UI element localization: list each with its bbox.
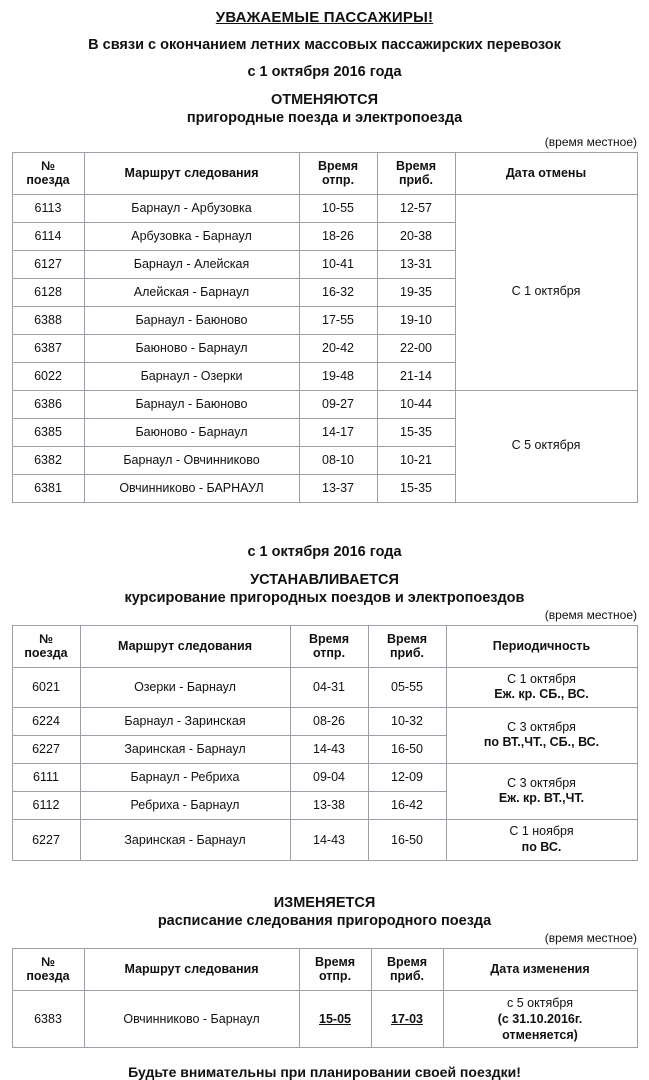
periodicity-line2: по ВТ.,ЧТ., СБ., ВС. (483, 735, 600, 750)
col-header-line1: Время (387, 954, 427, 969)
col-header-line1: Время (309, 631, 349, 646)
cell-train-number: 6386 (12, 390, 84, 418)
table-row (12, 667, 637, 707)
header-date: с 1 октября 2016 года (247, 64, 402, 80)
cell-arrival: 10-21 (377, 446, 455, 474)
table-row (12, 390, 637, 418)
col-header-route: Маршрут следования (84, 153, 299, 195)
col-header-line1: № (41, 159, 55, 173)
cell-departure: 04-31 (290, 667, 368, 707)
changed-trains-table (12, 948, 638, 1049)
cell-train-number: 6113 (12, 194, 84, 222)
periodicity-line1: С 1 октября (507, 671, 576, 686)
table-row (12, 194, 637, 222)
change-local-time-note: (время местное) (544, 930, 637, 945)
cell-departure: 08-26 (290, 707, 368, 735)
cell-arrival: 15-35 (377, 418, 455, 446)
col-header-line1: Время (387, 631, 427, 646)
change-note-line2: (с 31.10.2016г. (497, 1011, 583, 1026)
cell-departure: 19-48 (299, 362, 377, 390)
col-header-line2: приб. (389, 969, 425, 984)
cell-route: Барнаул - Баюново (84, 390, 299, 418)
cell-periodicity-group-1 (446, 667, 637, 707)
cell-departure: 14-17 (299, 418, 377, 446)
cell-arrival: 10-44 (377, 390, 455, 418)
periodicity-line1: С 1 ноября (509, 824, 574, 839)
table-header-row (12, 625, 637, 667)
cell-arrival: 12-57 (377, 194, 455, 222)
notice-page (0, 9, 649, 1080)
cell-departure: 16-32 (299, 278, 377, 306)
cell-departure: 13-37 (299, 474, 377, 502)
col-header-train-number (12, 625, 80, 667)
add-action-title: УСТАНАВЛИВАЕТСЯ (250, 571, 399, 588)
cancel-action-title: ОТМЕНЯЮТСЯ (270, 92, 379, 108)
cell-train-number: 6112 (12, 791, 80, 819)
col-header-cancel-date: Дата отмены (455, 153, 637, 195)
cell-route: Овчинниково - Барнаул (84, 990, 299, 1048)
col-header-line1: Время (396, 159, 436, 173)
header-subtitle: В связи с окончанием летних массовых пассажирских перевозок (88, 37, 561, 53)
cell-departure: 10-41 (299, 250, 377, 278)
added-trains-table (12, 625, 638, 861)
cell-train-number: 6111 (12, 763, 80, 791)
cell-route: Баюново - Барнаул (84, 418, 299, 446)
cell-train-number: 6114 (12, 222, 84, 250)
cancelled-trains-table (12, 152, 638, 503)
col-header-line2: приб. (398, 173, 434, 188)
change-action-subtitle: расписание следования пригородного поезда (157, 912, 492, 929)
table-header-row (12, 948, 637, 990)
cell-route: Озерки - Барнаул (80, 667, 290, 707)
col-header-train-number (12, 153, 84, 195)
periodicity-line1: С 3 октября (507, 719, 576, 734)
cell-departure: 15-05 (299, 990, 371, 1048)
add-local-time-note: (время местное) (544, 607, 637, 622)
col-header-line1: Время (318, 159, 358, 173)
col-header-train-number (12, 948, 84, 990)
change-note-line3: отменяется) (502, 1028, 578, 1042)
periodicity-line2: Еж. кр. ВТ.,ЧТ. (498, 791, 585, 806)
col-header-periodicity: Периодичность (446, 625, 637, 667)
cell-departure: 20-42 (299, 334, 377, 362)
cell-departure: 17-55 (299, 306, 377, 334)
cell-arrival: 15-35 (377, 474, 455, 502)
cell-route: Ребриха - Барнаул (80, 791, 290, 819)
cell-arrival: 16-50 (368, 735, 446, 763)
cell-train-number: 6382 (12, 446, 84, 474)
cell-route: Заринская - Барнаул (80, 735, 290, 763)
cell-route: Барнаул - Алейская (84, 250, 299, 278)
table-row (12, 990, 637, 1048)
cell-periodicity-group-2 (446, 707, 637, 763)
table-row (12, 707, 637, 735)
cell-departure: 13-38 (290, 791, 368, 819)
col-header-departure (299, 153, 377, 195)
cell-arrival: 16-42 (368, 791, 446, 819)
table-header-row (12, 153, 637, 195)
periodicity-line1: С 3 октября (507, 775, 576, 790)
cell-route: Барнаул - Озерки (84, 362, 299, 390)
cell-arrival: 21-14 (377, 362, 455, 390)
cell-route: Овчинниково - БАРНАУЛ (84, 474, 299, 502)
cell-departure: 08-10 (299, 446, 377, 474)
periodicity-line2: по ВС. (521, 839, 562, 854)
col-header-line1: № (39, 631, 53, 646)
cell-arrival: 05-55 (368, 667, 446, 707)
cell-train-number: 6227 (12, 819, 80, 860)
cell-arrival: 17-03 (371, 990, 443, 1048)
cell-departure: 10-55 (299, 194, 377, 222)
cell-route: Заринская - Барнаул (80, 819, 290, 860)
col-header-departure (290, 625, 368, 667)
page-title: УВАЖАЕМЫЕ ПАССАЖИРЫ! (215, 9, 434, 26)
add-section-date: с 1 октября 2016 года (247, 543, 402, 560)
cell-train-number: 6387 (12, 334, 84, 362)
col-header-line2: отпр. (312, 646, 346, 661)
cell-train-number: 6385 (12, 418, 84, 446)
col-header-departure (299, 948, 371, 990)
cell-departure: 14-43 (290, 819, 368, 860)
cell-train-number: 6224 (12, 707, 80, 735)
change-note-line1: с 5 октября (507, 995, 573, 1010)
cell-train-number: 6128 (12, 278, 84, 306)
cell-cancel-date-group-2: С 5 октября (455, 390, 637, 502)
cancel-action-subtitle: пригородные поезда и электропоезда (186, 110, 463, 126)
cell-departure: 09-27 (299, 390, 377, 418)
col-header-line2: поезда (24, 646, 68, 661)
cell-arrival: 12-09 (368, 763, 446, 791)
cell-periodicity-group-4 (446, 819, 637, 860)
cell-train-number: 6381 (12, 474, 84, 502)
add-action-subtitle: курсирование пригородных поездов и электропоездов (124, 589, 525, 606)
cell-route: Барнаул - Овчинниково (84, 446, 299, 474)
col-header-line2: поезда (26, 969, 70, 984)
cell-train-number: 6021 (12, 667, 80, 707)
cell-periodicity-group-3 (446, 763, 637, 819)
cell-train-number: 6383 (12, 990, 84, 1048)
col-header-change-date: Дата изменения (443, 948, 637, 990)
col-header-route: Маршрут следования (84, 948, 299, 990)
col-header-arrival (377, 153, 455, 195)
cell-cancel-date-group-1: С 1 октября (455, 194, 637, 390)
cell-change-date (443, 990, 637, 1048)
cell-arrival: 19-35 (377, 278, 455, 306)
cell-route: Алейская - Барнаул (84, 278, 299, 306)
table-row (12, 763, 637, 791)
cell-arrival: 16-50 (368, 819, 446, 860)
col-header-line2: отпр. (321, 173, 355, 188)
cell-arrival: 13-31 (377, 250, 455, 278)
cell-arrival: 19-10 (377, 306, 455, 334)
table-row (12, 819, 637, 860)
footer-note: Будьте внимательны при планировании своей поездки! (128, 1064, 521, 1080)
periodicity-line2: Еж. кр. СБ., ВС. (494, 687, 589, 702)
cell-train-number: 6022 (12, 362, 84, 390)
col-header-route: Маршрут следования (80, 625, 290, 667)
cell-departure: 18-26 (299, 222, 377, 250)
col-header-arrival (371, 948, 443, 990)
col-header-line1: Время (315, 954, 355, 969)
cell-arrival: 20-38 (377, 222, 455, 250)
change-action-title: ИЗМЕНЯЕТСЯ (273, 894, 376, 911)
cell-route: Баюново - Барнаул (84, 334, 299, 362)
col-header-line2: приб. (389, 646, 425, 661)
cell-route: Барнаул - Арбузовка (84, 194, 299, 222)
col-header-line1: № (41, 954, 55, 969)
col-header-line2: отпр. (318, 969, 352, 984)
cell-train-number: 6227 (12, 735, 80, 763)
cell-route: Барнаул - Баюново (84, 306, 299, 334)
cell-departure: 09-04 (290, 763, 368, 791)
col-header-arrival (368, 625, 446, 667)
cell-train-number: 6127 (12, 250, 84, 278)
cell-departure: 14-43 (290, 735, 368, 763)
cell-route: Арбузовка - Барнаул (84, 222, 299, 250)
cell-train-number: 6388 (12, 306, 84, 334)
cell-route: Барнаул - Ребриха (80, 763, 290, 791)
col-header-line2: поезда (26, 173, 70, 188)
cell-route: Барнаул - Заринская (80, 707, 290, 735)
cell-arrival: 22-00 (377, 334, 455, 362)
cancel-local-time-note: (время местное) (544, 135, 637, 149)
cell-arrival: 10-32 (368, 707, 446, 735)
